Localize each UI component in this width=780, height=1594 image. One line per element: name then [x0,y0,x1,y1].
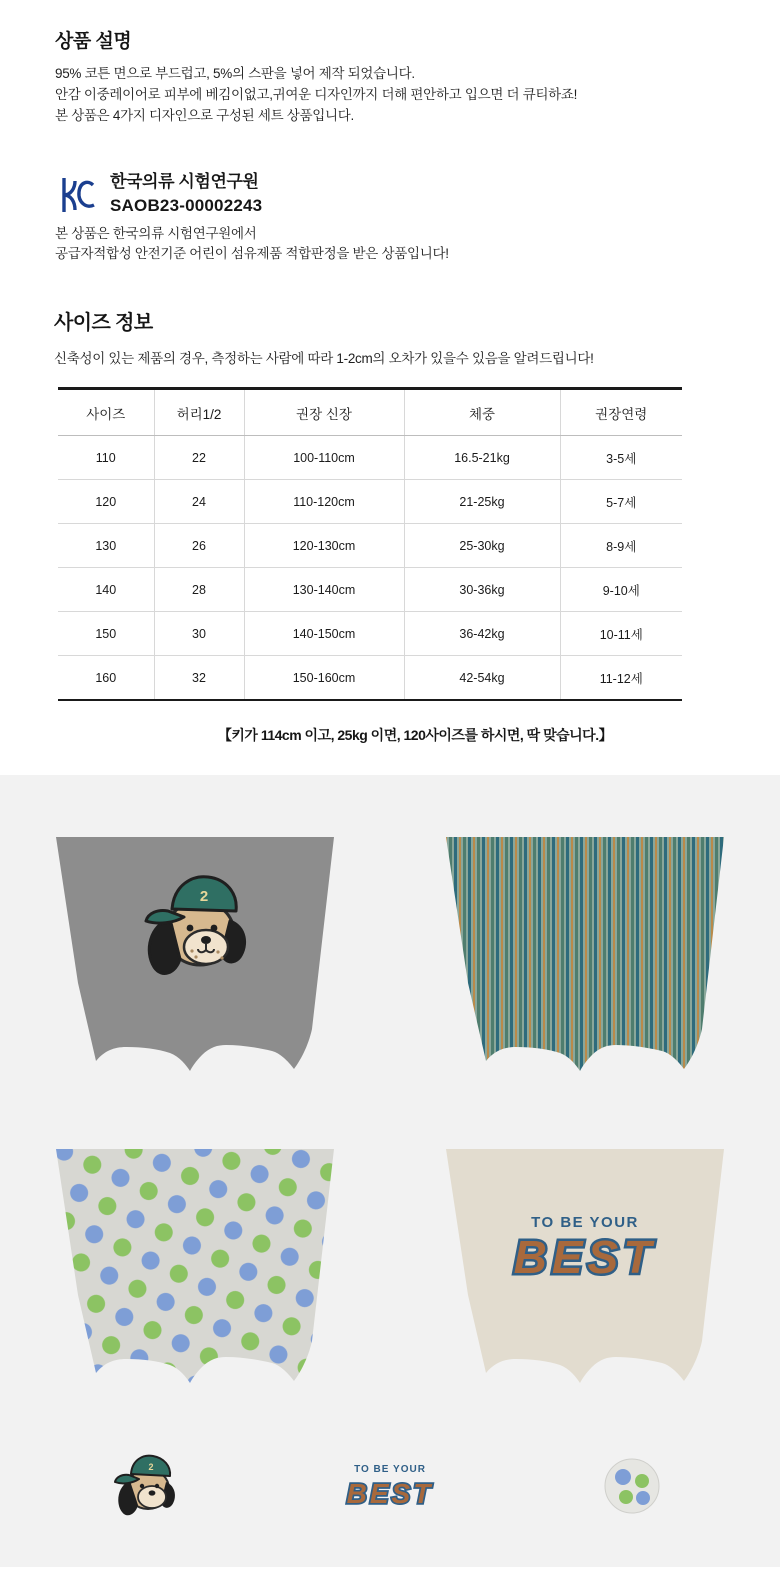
product-image-best-text-shorts [440,1145,730,1405]
product-description-text [55,63,780,126]
table-cell: 28 [154,568,244,612]
size-table-head [58,389,682,436]
table-cell: 140 [58,568,154,612]
table-cell: 21-25kg [404,480,560,524]
table-cell: 10-11세 [560,612,682,656]
table-row [58,524,682,568]
table-cell: 120 [58,480,154,524]
kc-certification-section [0,126,780,264]
gallery-grid [0,833,780,1405]
product-image-gray-dog-shorts [50,833,340,1093]
product-description-title: 상품 설명 [55,31,132,52]
kc-mark-icon [55,172,101,218]
description-line: 본 상품은 4가지 디자인으로 구성된 세트 상품입니다. [55,108,354,123]
kc-note-line: 본 상품은 한국의류 시험연구원에서 [55,226,257,241]
size-table-header-cell: 사이즈 [58,389,154,436]
table-cell: 42-54kg [404,656,560,701]
product-image-striped-shorts [440,833,730,1093]
table-cell: 32 [154,656,244,701]
product-gallery [0,775,780,1445]
table-cell: 22 [154,436,244,480]
kc-text-block [110,170,262,217]
size-table-body [58,436,682,701]
table-cell: 30-36kg [404,568,560,612]
product-image-polka-dot-shorts [50,1145,340,1405]
description-line: 95% 코튼 면으로 부드럽고, 5%의 스판을 넣어 제작 되었습니다. [55,66,415,81]
table-cell: 11-12세 [560,656,682,701]
svg-text:TO BE YOUR: TO BE YOUR [531,1214,639,1231]
svg-text:BEST: BEST [513,1231,657,1283]
kc-row [55,170,780,218]
thumb-best-print [344,1451,436,1521]
table-cell: 24 [154,480,244,524]
table-row [58,568,682,612]
svg-text:TO BE YOUR: TO BE YOUR [354,1464,426,1475]
table-cell: 150 [58,612,154,656]
size-tip: 【키가 114cm 이고, 25kg 이면, 120사이즈를 하시면, 딱 맞습니다.】 [217,727,613,743]
table-cell: 9-10세 [560,568,682,612]
svg-text:2: 2 [199,888,209,905]
size-table-header-cell: 체중 [404,389,560,436]
size-info-note: 신축성이 있는 제품의 경우, 측정하는 사람에 따라 1-2cm의 오차가 있을수 있음을 알려드립니다! [54,351,594,366]
thumb-dog-print [102,1451,194,1521]
thumb-dot-print [586,1451,678,1521]
kc-certificate-code: SAOB23-00002243 [110,196,263,215]
table-row [58,656,682,701]
table-cell: 150-160cm [244,656,404,701]
size-table-header-cell: 권장 신장 [244,389,404,436]
kc-organization: 한국의류 시험연구원 [110,172,259,191]
size-table [58,387,682,701]
table-header-row [58,389,682,436]
table-cell: 36-42kg [404,612,560,656]
best-print-icon [514,1214,657,1283]
table-row [58,436,682,480]
kc-note [55,224,780,264]
table-cell: 110-120cm [244,480,404,524]
table-cell: 5-7세 [560,480,682,524]
table-cell: 120-130cm [244,524,404,568]
table-cell: 130-140cm [244,568,404,612]
product-description-section [0,0,780,126]
table-cell: 100-110cm [244,436,404,480]
table-cell: 30 [154,612,244,656]
size-info-title: 사이즈 정보 [54,312,153,334]
table-cell: 3-5세 [560,436,682,480]
table-cell: 130 [58,524,154,568]
table-cell: 140-150cm [244,612,404,656]
svg-text:2: 2 [148,1462,154,1472]
size-info-section [0,264,780,745]
size-table-header-cell: 권장연령 [560,389,682,436]
table-cell: 25-30kg [404,524,560,568]
kc-note-line: 공급자적합성 안전기준 어린이 섬유제품 적합판정을 받은 상품입니다! [55,246,449,261]
print-thumbnails [0,1445,780,1567]
table-cell: 110 [58,436,154,480]
table-row [58,480,682,524]
size-table-header-cell: 허리1/2 [154,389,244,436]
table-cell: 8-9세 [560,524,682,568]
table-cell: 160 [58,656,154,701]
table-cell: 26 [154,524,244,568]
description-line: 안감 이중레이어로 피부에 베김이없고,귀여운 디자인까지 더해 편안하고 입으면 더 큐티하죠! [55,87,578,102]
svg-text:BEST: BEST [346,1478,434,1509]
table-row [58,612,682,656]
table-cell: 16.5-21kg [404,436,560,480]
